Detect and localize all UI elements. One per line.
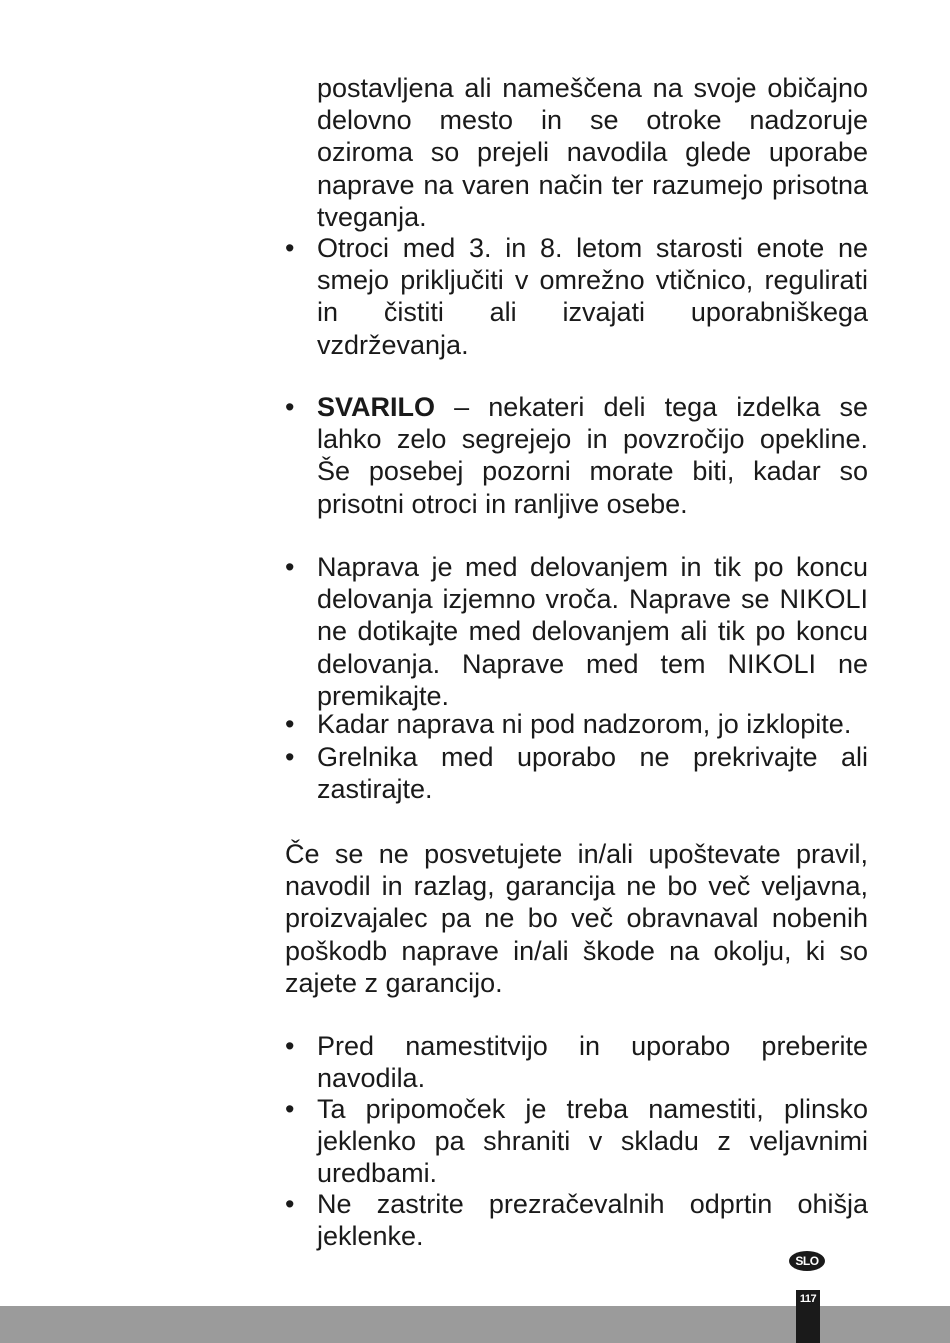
list-item	[285, 1030, 868, 1094]
bullet-marker: •	[285, 1189, 295, 1219]
warning-label: SVARILO	[317, 392, 436, 422]
warranty-paragraph: Če se ne posvetujete in/ali upoštevate pravil, navodil in razlag, garancija ne bo več veljavna, proizvajalec pa ne bo več obravnaval nobenih poškodb naprave in/ali škode na okolju, ki so zajete z garancijo.	[285, 839, 868, 998]
list-item	[285, 708, 868, 740]
warning-text: – nekateri deli tega izdelka se lahko zelo segrejejo in povzročijo opekline. Še posebej pozorni morate biti, kadar so prisotni otroci in ranljive osebe.	[317, 392, 868, 519]
list-item	[285, 1093, 868, 1190]
bullet-cover-text: Grelnika med uporabo ne prekrivajte ali zastirajte.	[317, 742, 868, 805]
list-item	[285, 232, 868, 361]
language-badge: SLO	[789, 1251, 825, 1271]
bullet-hot-text: Naprava je med delovanjem in tik po koncu delovanja izjemno vroča. Naprave se NIKOLI ne dotikajte med delovanjem ali tik po koncu delovanja. Naprave med tem NIKOLI ne premikajte.	[317, 552, 868, 711]
bullet-marker: •	[285, 742, 295, 772]
bullet-marker: •	[285, 1094, 295, 1124]
bullet-marker: •	[285, 709, 295, 739]
bullet-vents-text: Ne zastrite prezračevalnih odprtin ohišja jeklenke.	[317, 1189, 868, 1252]
intro-continuation-text: postavljena ali nameščena na svoje običajno delovno mesto in se otroke nadzoruje oziroma so prejeli navodila glede uporabe naprave na varen način ter razumejo prisotna tveganja.	[317, 73, 868, 232]
bullet-marker: •	[285, 1031, 295, 1061]
page-number: 117	[799, 1293, 817, 1305]
bullet-children-text: Otroci med 3. in 8. letom starosti enote ne smejo priključiti v omrežno vtičnico, regulirati in čistiti ali izvajati uporabniškega vzdrževanja.	[317, 233, 868, 360]
bullet-marker: •	[285, 552, 295, 582]
list-item	[285, 391, 868, 520]
bullet-install-text: Ta pripomoček je treba namestiti, plinsko jeklenko pa shraniti v skladu z veljavnimi uredbami.	[317, 1094, 868, 1189]
bullet-unattended-text: Kadar naprava ni pod nadzorom, jo izklopite.	[317, 709, 852, 739]
list-item	[285, 741, 868, 805]
list-item	[285, 551, 868, 712]
list-item	[285, 1188, 868, 1252]
bullet-read-text: Pred namestitvijo in uporabo preberite navodila.	[317, 1031, 868, 1094]
bullet-marker: •	[285, 233, 295, 263]
warning-item	[317, 391, 868, 520]
bullet-marker: •	[285, 392, 295, 422]
